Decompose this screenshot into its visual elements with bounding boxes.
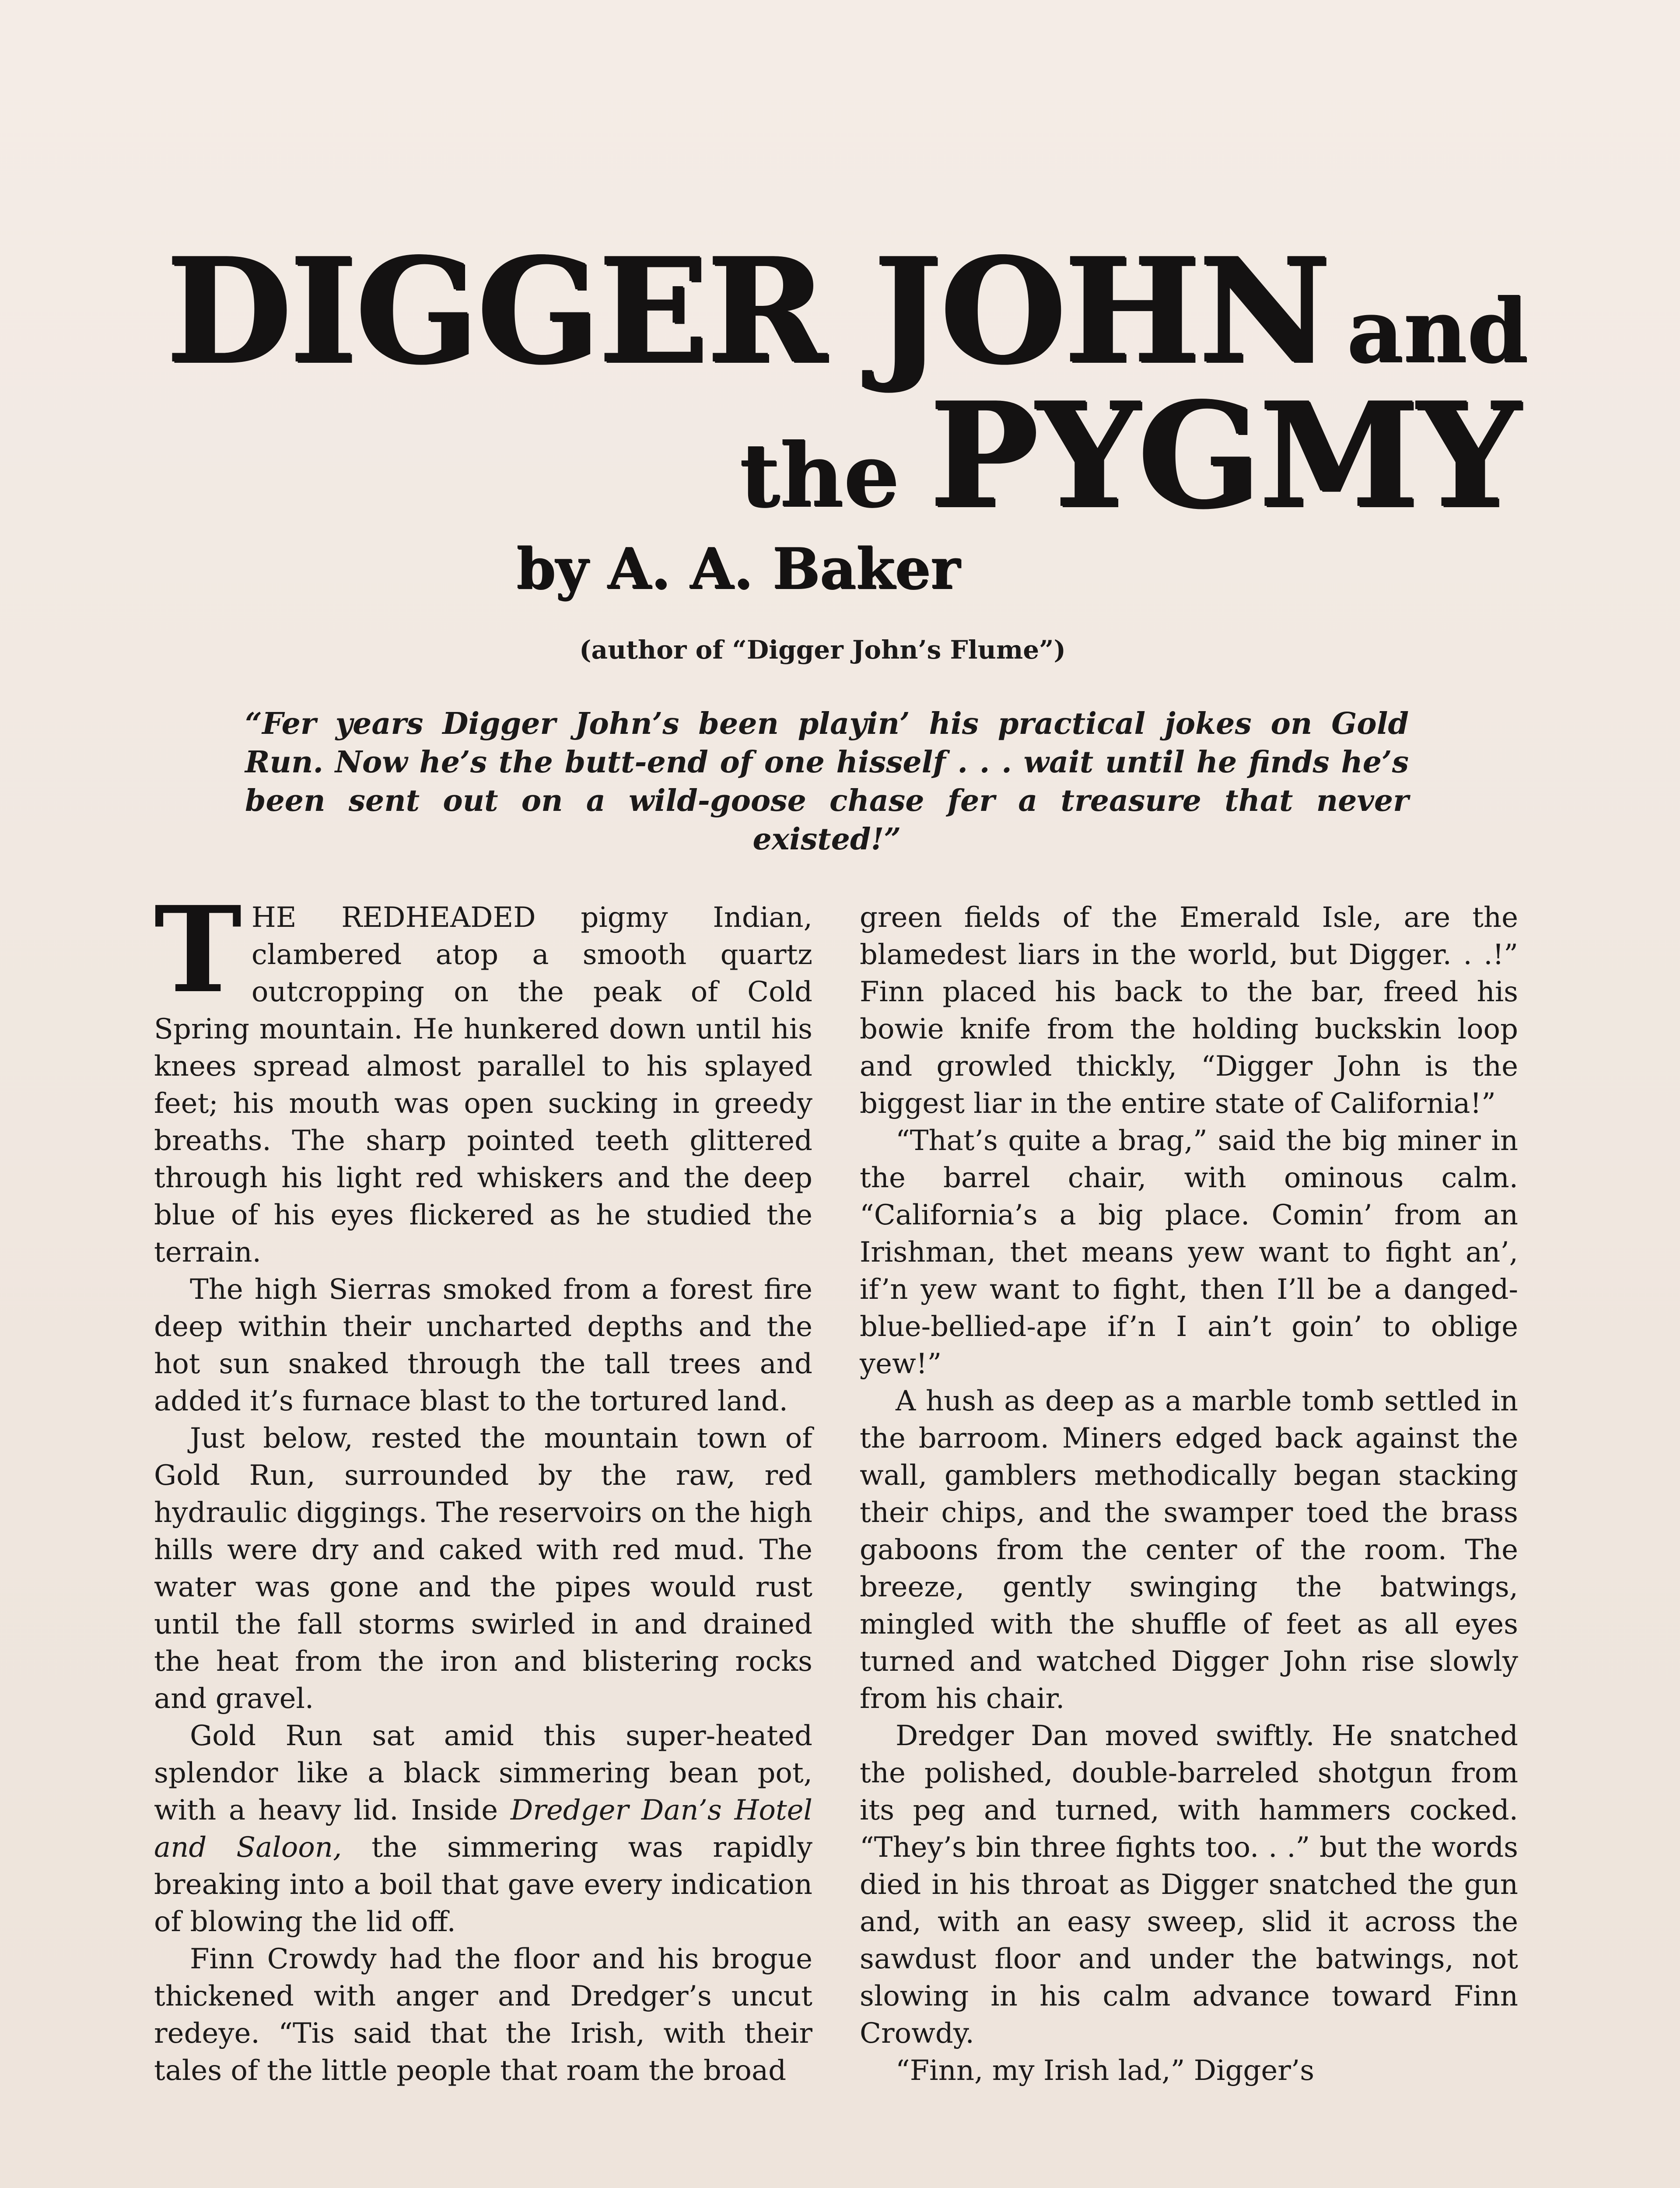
title-the: the: [739, 424, 900, 527]
paragraph: “Finn, my Irish lad,” Digger’s: [896, 2055, 1315, 2087]
paragraph: green fields of the Emerald Isle, are the blamedest liars in the world, but Digger. . .!” Finn placed his back to the bar, freed his bowie knife from the holding buckskin loop and growled thickly, “Digger John is the biggest liar in the entire state of California!”: [860, 901, 1518, 1120]
story-blurb: “Fer years Digger John’s been playin’ his practical jokes on Gold Run. Now he’s the butt-end of one hisself . . . wait until he finds he’s been sent out on a wild-goose chase fer a treasure that never existed!”: [245, 706, 1409, 857]
paragraph: Finn Crowdy had the floor and his brogue thickened with anger and Dredger’s uncut redeye. “Tis said that the Irish, with their tales of the little people that roam the broad: [154, 1943, 812, 2087]
paragraph: Just below, rested the mountain town of Gold Run, surrounded by the raw, red hydraulic diggings. The reservoirs on the high hills were dry and caked with red mud. The water was gone and the pipes would rust until the fall storms swirled in and drained the heat from the iron and blistering rocks and gravel.: [154, 1422, 812, 1715]
title-and: and: [1346, 280, 1528, 382]
title-digger-john: DIGGER JOHN: [166, 226, 1329, 396]
saloon-name: Dredger Dan’s Hotel and Saloon,: [154, 1794, 813, 1864]
author-credit: (author of “Digger John’s Flume”): [579, 635, 1066, 665]
title-pygmy: PYGMY: [930, 370, 1519, 540]
story-column-right: [860, 899, 1518, 2188]
paragraph: “That’s quite a brag,” said the big miner in the barrel chair, with ominous calm. “California’s a big place. Comin’ from an Irishman, thet means yew want to fight an’, if’n yew want to fight, then I’ll be a danged-blue-bellied-ape if’n I ain’t goin’ to oblige yew!”: [860, 1125, 1518, 1380]
paragraph: The high Sierras smoked from a forest fire deep within their uncharted depths and the hot sun snaked through the tall trees and added it’s furnace blast to the tortured land.: [154, 1273, 812, 1417]
paragraph: Dredger Dan moved swiftly. He snatched the polished, double-barreled shotgun from its peg and turned, with hammers cocked. “They’s bin three fights too. . .” but the words died in his throat as Digger snatched the gun and, with an easy sweep, slid it across the sawdust floor and under the batwings, not slowing in his calm advance toward Finn Crowdy.: [860, 1720, 1518, 2050]
paragraph-text: HE REDHEADED pigmy Indian, clambered atop a smooth quartz outcropping on the peak of Cold Spring mountain. He hunkered down until his knees spread almost parallel to his splayed feet; his mouth was open sucking in greedy breaths. The sharp pointed teeth glittered through his light red whiskers and the deep blue of his eyes flickered as he studied the terrain.: [154, 901, 812, 1269]
paragraph: [154, 1718, 812, 1941]
paragraph: A hush as deep as a marble tomb settled in the barroom. Miners edged back against the wall, gamblers methodically began stacking their chips, and the swamper toed the brass gaboons from the center of the room. The breeze, gently swinging the batwings, mingled with the shuffle of feet as all eyes turned and watched Digger John rise slowly from his chair.: [860, 1385, 1518, 1715]
paragraph-text: the simmering was rapidly breaking into a boil that gave every indication of blowing the lid off.: [154, 1831, 812, 1938]
drop-cap: T: [154, 880, 242, 1019]
story-column-left: [154, 880, 813, 2188]
story-title-line-2: [739, 370, 1549, 540]
paragraph-text: Gold Run sat amid this super-heated splendor like a black simmering bean pot, with a heavy lid. Inside: [154, 1720, 812, 1827]
byline: by A. A. Baker: [516, 536, 960, 602]
story-title-line-1: [166, 226, 1528, 396]
paragraph: [154, 880, 812, 1271]
